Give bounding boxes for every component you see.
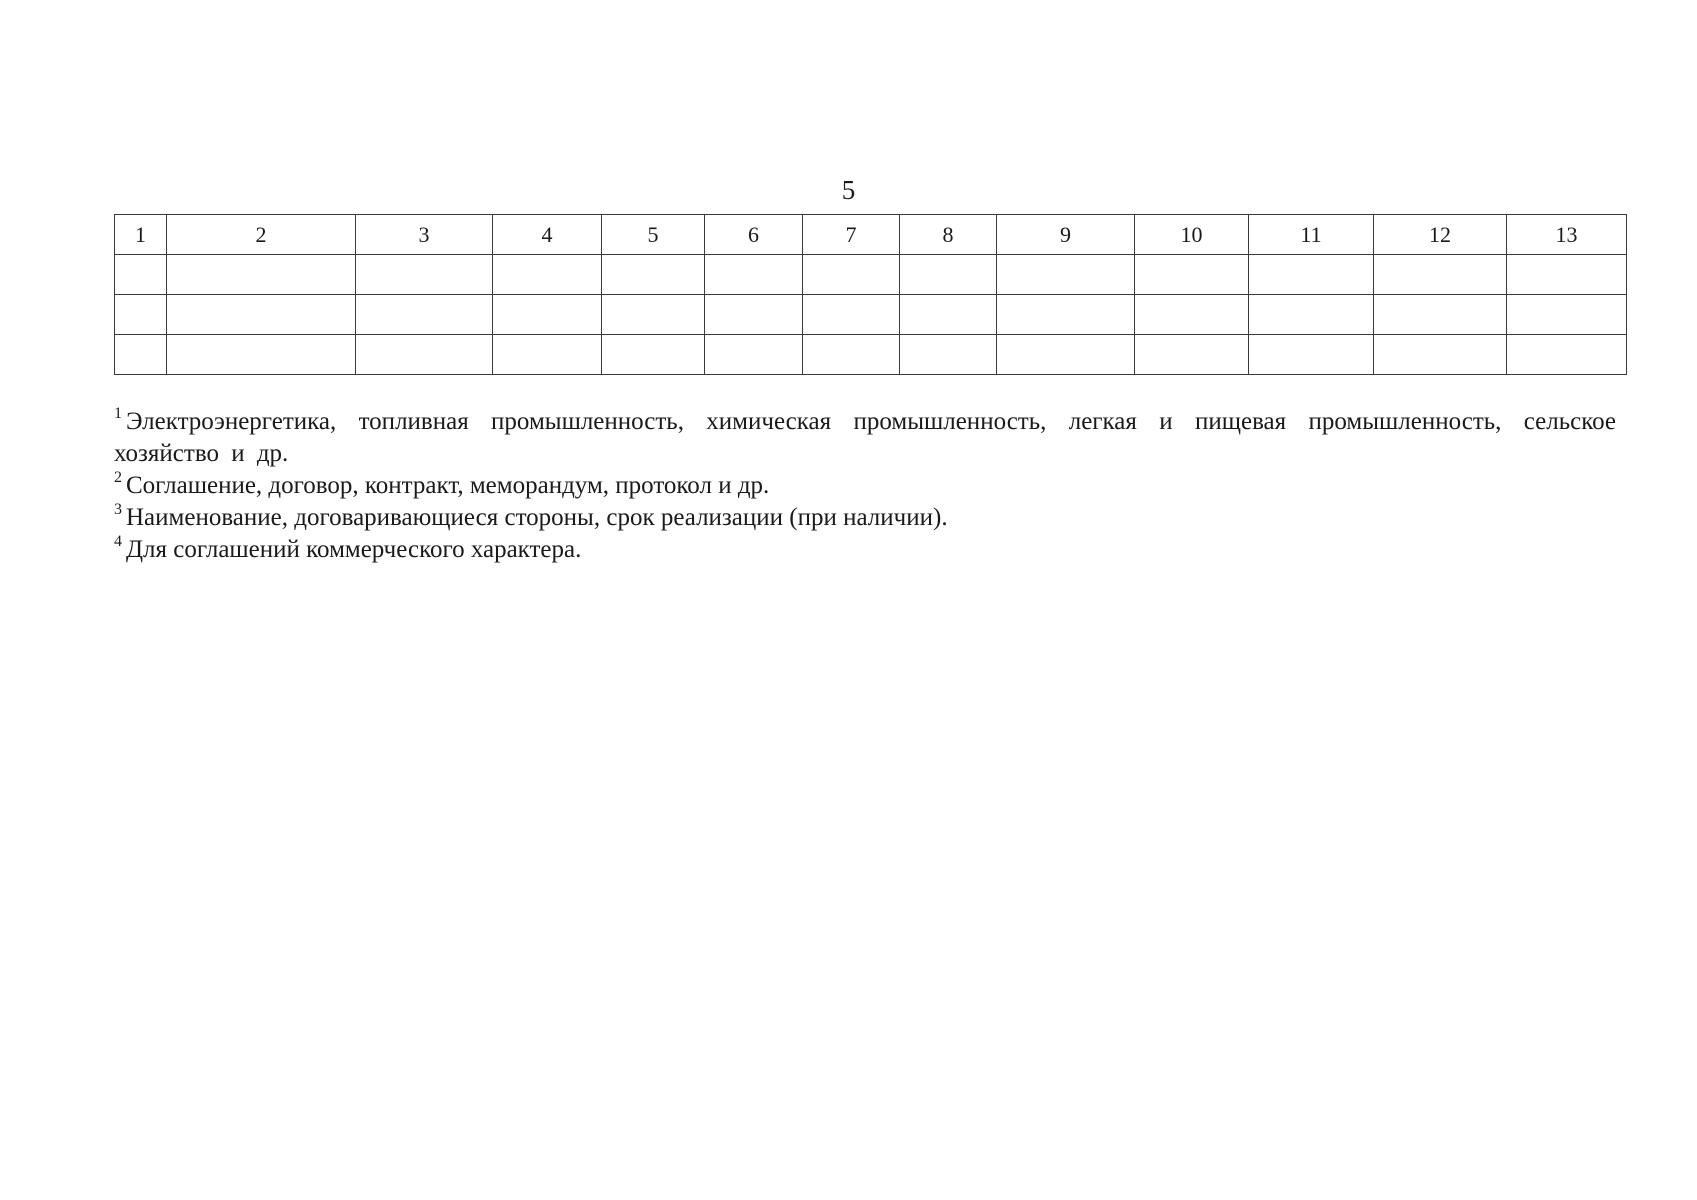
empty-cell	[803, 255, 900, 295]
empty-cell	[493, 295, 602, 335]
empty-cell	[803, 335, 900, 375]
column-number-cell: 12	[1374, 215, 1507, 255]
empty-cell	[900, 295, 997, 335]
empty-cell	[1374, 255, 1507, 295]
empty-cell	[1135, 335, 1249, 375]
empty-cell	[997, 295, 1135, 335]
footnote-text: Наименование, договаривающиеся стороны, срок реализации (при наличии).	[126, 504, 948, 531]
column-number-cell: 10	[1135, 215, 1249, 255]
footnote-text: Соглашение, договор, контракт, меморандум, протокол и др.	[126, 472, 770, 499]
empty-cell	[900, 335, 997, 375]
column-number-cell: 5	[602, 215, 705, 255]
table-row	[115, 295, 1627, 335]
footnote-2	[114, 470, 1616, 502]
empty-cell	[1374, 295, 1507, 335]
empty-cell	[356, 255, 493, 295]
column-number-cell: 6	[705, 215, 803, 255]
footnote-4	[114, 534, 1616, 566]
empty-cell	[1249, 335, 1374, 375]
column-number-cell: 8	[900, 215, 997, 255]
empty-cell	[356, 295, 493, 335]
column-number-cell: 1	[115, 215, 167, 255]
empty-cell	[997, 255, 1135, 295]
empty-cell	[1249, 295, 1374, 335]
empty-cell	[167, 255, 356, 295]
empty-cell	[1135, 255, 1249, 295]
table-header-row	[115, 215, 1627, 255]
empty-cell	[602, 255, 705, 295]
empty-cell	[1507, 295, 1627, 335]
column-number-cell: 4	[493, 215, 602, 255]
empty-cell	[167, 335, 356, 375]
column-number-cell: 13	[1507, 215, 1627, 255]
column-number-cell: 11	[1249, 215, 1374, 255]
table-row	[115, 335, 1627, 375]
empty-cell	[1507, 335, 1627, 375]
empty-cell	[602, 335, 705, 375]
footnote-mark: 1	[114, 404, 122, 422]
empty-cell	[115, 255, 167, 295]
empty-cell	[705, 335, 803, 375]
empty-cell	[997, 335, 1135, 375]
footnote-text: Для соглашений коммерческого характера.	[126, 536, 582, 563]
empty-cell	[803, 295, 900, 335]
data-table	[114, 214, 1627, 375]
empty-cell	[115, 335, 167, 375]
page-number: 5	[841, 175, 856, 205]
column-number-cell: 3	[356, 215, 493, 255]
column-number-cell: 7	[803, 215, 900, 255]
empty-cell	[167, 295, 356, 335]
footnote-mark: 4	[114, 532, 122, 550]
footnote-1	[114, 406, 1616, 470]
footnote-mark: 3	[114, 500, 122, 518]
footnotes	[114, 406, 1616, 566]
empty-cell	[1507, 255, 1627, 295]
empty-cell	[602, 295, 705, 335]
empty-cell	[1374, 335, 1507, 375]
footnote-text: Электроэнергетика, топливная промышленность, химическая промышленность, легкая и пищевая промышленность, сельское хозяйство и др.	[114, 408, 1616, 467]
empty-cell	[705, 295, 803, 335]
footnote-mark: 2	[114, 468, 122, 486]
empty-cell	[493, 255, 602, 295]
table-row	[115, 255, 1627, 295]
empty-cell	[115, 295, 167, 335]
empty-cell	[493, 335, 602, 375]
empty-cell	[1249, 255, 1374, 295]
column-number-cell: 2	[167, 215, 356, 255]
column-number-cell: 9	[997, 215, 1135, 255]
empty-cell	[356, 335, 493, 375]
empty-cell	[900, 255, 997, 295]
empty-cell	[705, 255, 803, 295]
empty-cell	[1135, 295, 1249, 335]
footnote-3	[114, 502, 1616, 534]
